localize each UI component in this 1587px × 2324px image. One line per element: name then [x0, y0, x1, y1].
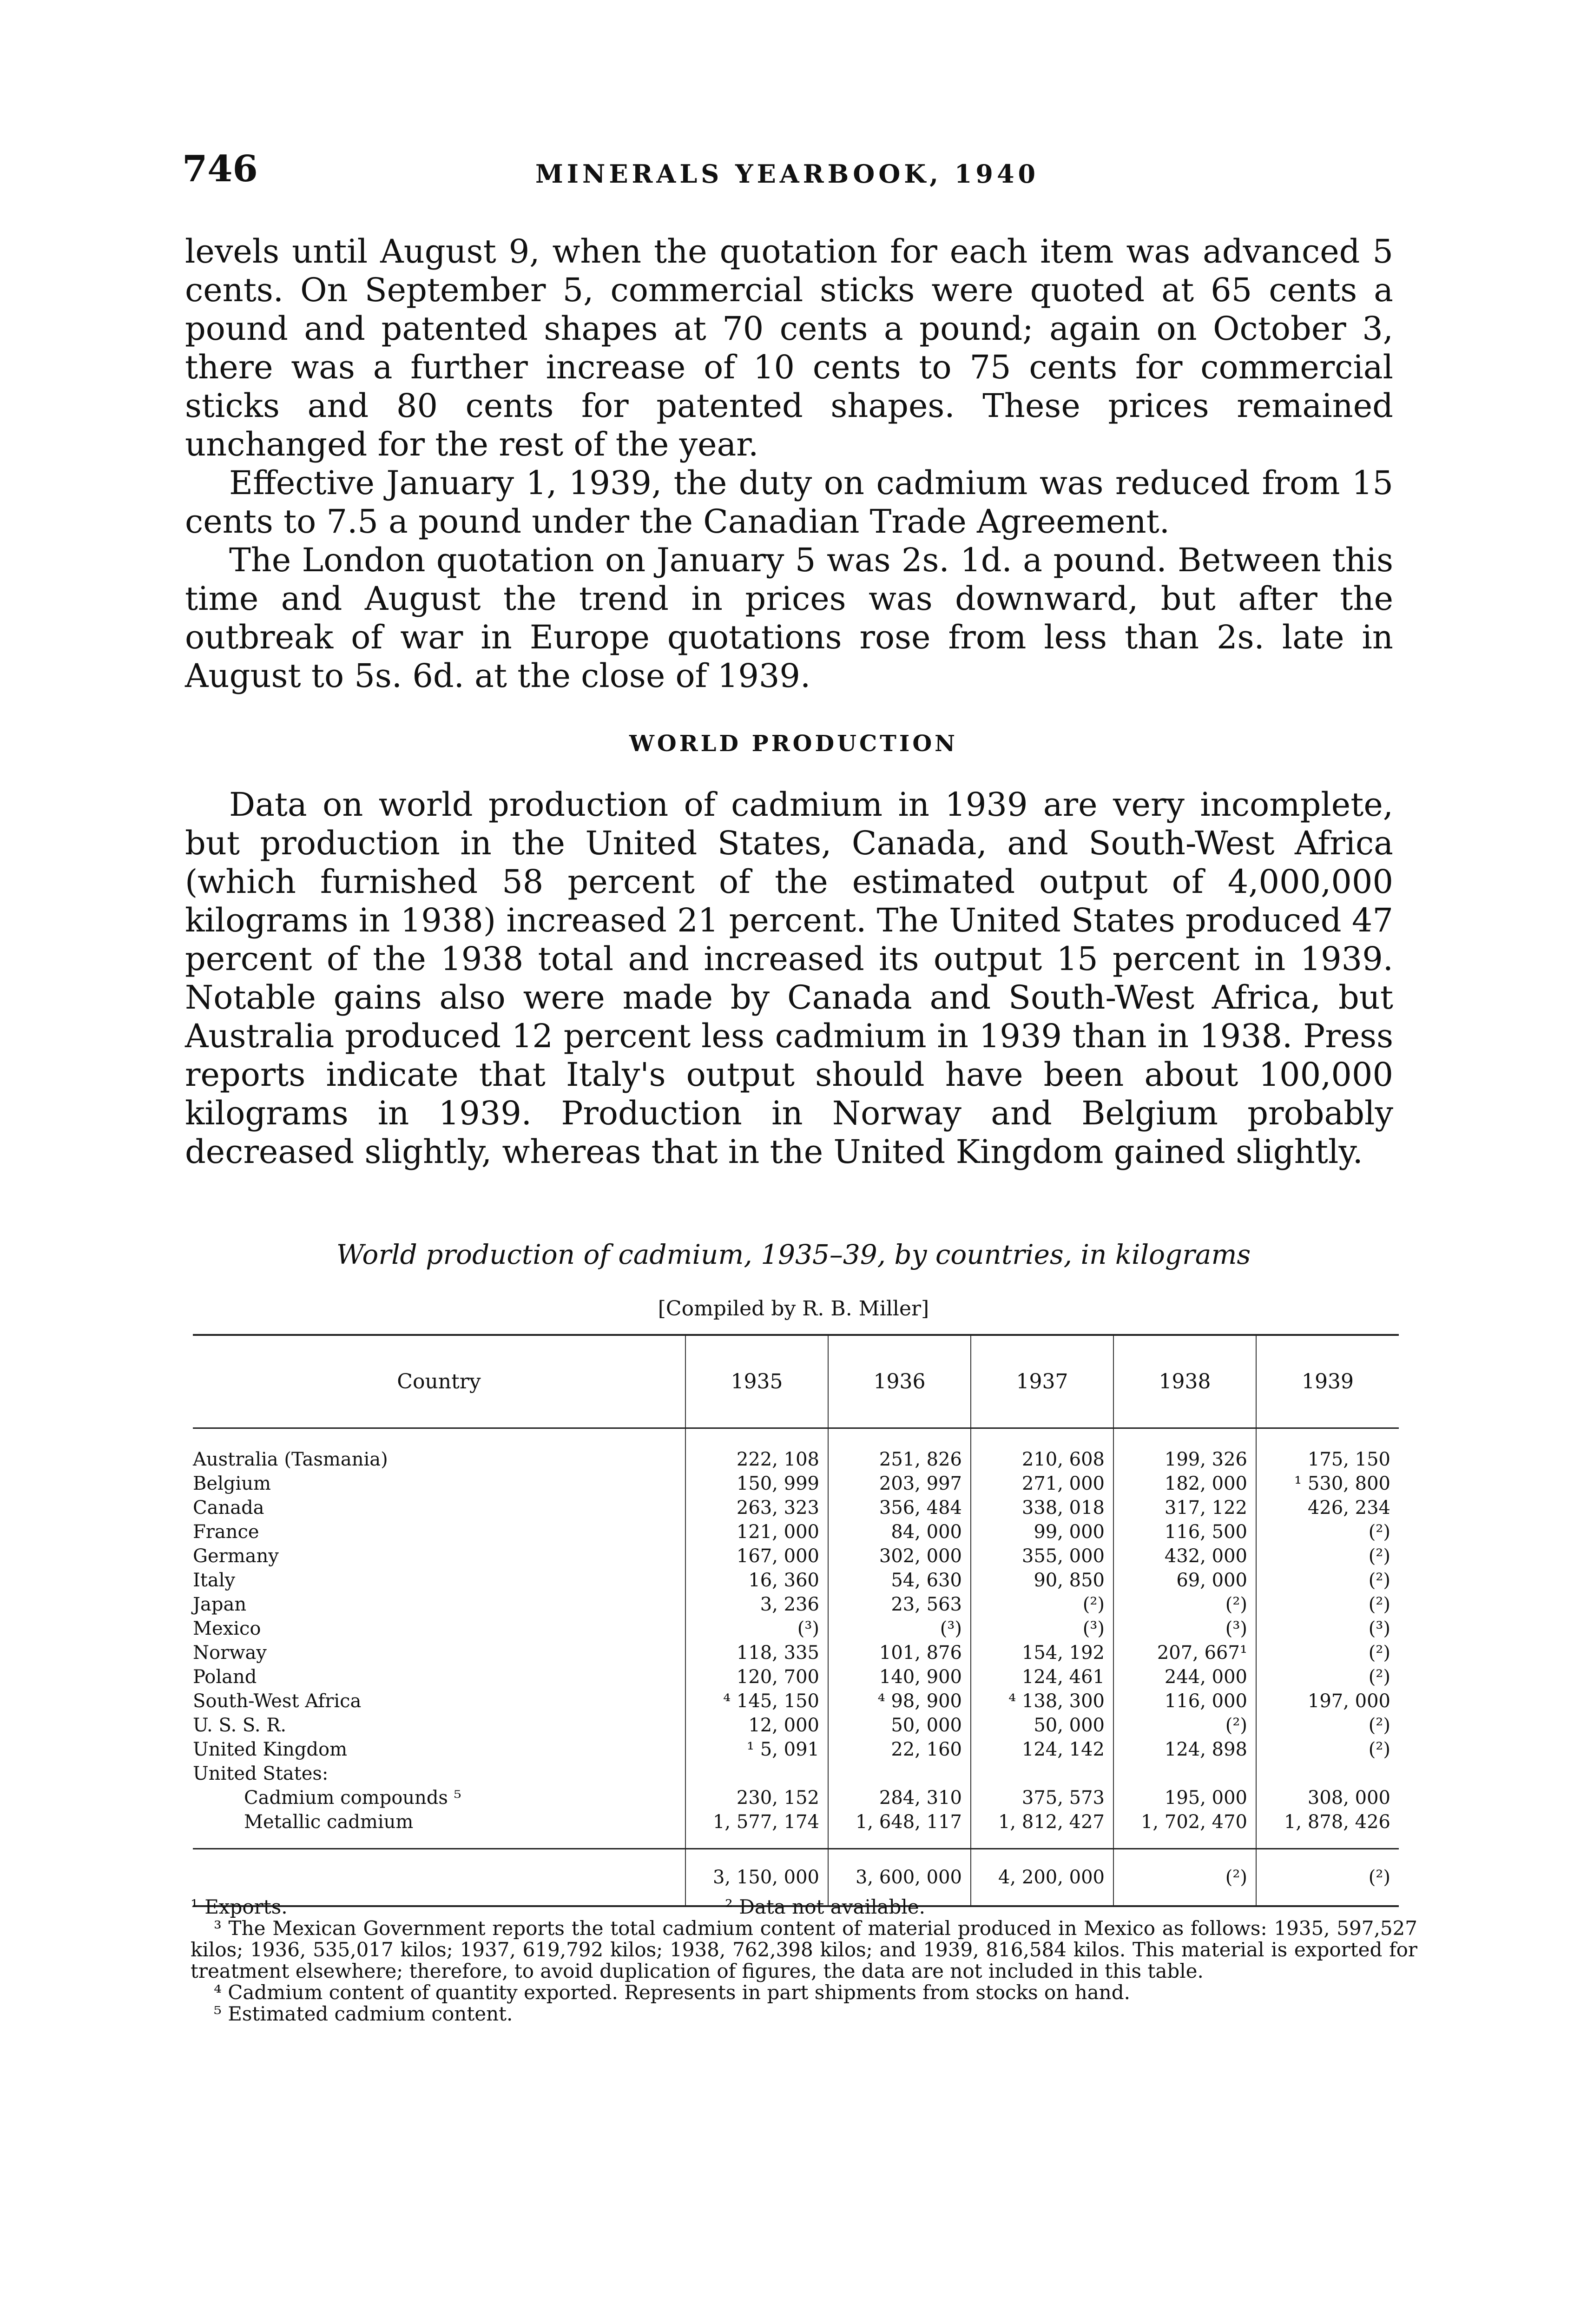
value-cell [685, 1762, 828, 1786]
value-cell: 1, 577, 174 [685, 1810, 828, 1849]
value-cell: 116, 000 [1113, 1689, 1256, 1713]
column-header: 1936 [828, 1335, 971, 1428]
footnote-1: ¹ Exports. [191, 1895, 288, 1918]
value-cell: 317, 122 [1113, 1496, 1256, 1520]
table-row [193, 1713, 1399, 1737]
country-cell: France [193, 1521, 259, 1543]
value-cell: (²) [1113, 1713, 1256, 1737]
country-cell: Mexico [193, 1618, 261, 1639]
world-production-text [185, 786, 1393, 1171]
paragraph-world: Data on world production of cadmium in 1939 are very incomplete, but production in the United States, Canada, and South-West Africa (which furnished 58 percent of the estimated output of 4,000,000 kilograms in 1938) increased 21 percent. The United States produced 47 percent of the 1938 total and increased its output 15 percent in 1939. Notable gains also were made by Canada and South-West Africa, but Australia produced 12 percent less cadmium in 1939 than in 1938. Press reports indicate that Italy's output should have been about 100,000 kilograms in 1939. Production in Norway and Belgium probably decreased slightly, whereas that in the United Kingdom gained slightly. [185, 786, 1393, 1171]
value-cell: (²) [1256, 1641, 1399, 1665]
total-cell: (²) [1256, 1849, 1399, 1907]
value-cell: 124, 898 [1113, 1737, 1256, 1762]
total-cell: (²) [1113, 1849, 1256, 1907]
value-cell: 302, 000 [828, 1544, 971, 1568]
value-cell: (²) [1256, 1665, 1399, 1689]
value-cell: (²) [971, 1592, 1113, 1617]
paragraph-london: The London quotation on January 5 was 2s. 1d. a pound. Between this time and August the trend in prices was downward, but after the outbreak of war in Europe quotations rose from less than 2s. late in August to 5s. 6d. at the close of 1939. [185, 541, 1393, 695]
value-cell: 375, 573 [971, 1786, 1113, 1810]
value-cell: 16, 360 [685, 1568, 828, 1592]
table-row [193, 1544, 1399, 1568]
table-row [193, 1810, 1399, 1849]
value-cell: 22, 160 [828, 1737, 971, 1762]
value-cell: 263, 323 [685, 1496, 828, 1520]
paragraph-duty: Effective January 1, 1939, the duty on cadmium was reduced from 15 cents to 7.5 a pound under the Canadian Trade Agreement. [185, 464, 1393, 541]
country-cell: U. S. S. R. [193, 1715, 287, 1736]
value-cell: (²) [1256, 1713, 1399, 1737]
value-cell: 356, 484 [828, 1496, 971, 1520]
value-cell: 175, 150 [1256, 1428, 1399, 1472]
value-cell: 23, 563 [828, 1592, 971, 1617]
footnote-5: ⁵ Estimated cadmium content. [214, 2002, 513, 2025]
column-header: 1938 [1113, 1335, 1256, 1428]
value-cell: ¹ 530, 800 [1256, 1472, 1399, 1496]
value-cell: (²) [1256, 1568, 1399, 1592]
value-cell: 121, 000 [685, 1520, 828, 1544]
footnotes [191, 1896, 1417, 2025]
value-cell: (²) [1256, 1544, 1399, 1568]
value-cell: 1, 812, 427 [971, 1810, 1113, 1849]
country-cell: United States: [193, 1763, 329, 1784]
value-cell: 12, 000 [685, 1713, 828, 1737]
country-cell: Metallic cadmium [244, 1811, 414, 1833]
table-row [193, 1428, 1399, 1472]
total-cell: 3, 150, 000 [685, 1849, 828, 1907]
value-cell: (³) [971, 1617, 1113, 1641]
value-cell: (²) [1256, 1520, 1399, 1544]
value-cell: 84, 000 [828, 1520, 971, 1544]
value-cell: 118, 335 [685, 1641, 828, 1665]
country-cell: South-West Africa [193, 1690, 362, 1712]
country-cell: United Kingdom [193, 1739, 347, 1760]
value-cell: 426, 234 [1256, 1496, 1399, 1520]
column-header: 1937 [971, 1335, 1113, 1428]
footnote-4: ⁴ Cadmium content of quantity exported. Represents in part shipments from stocks on hand. [214, 1981, 1130, 2004]
country-cell: Poland [193, 1666, 257, 1688]
value-cell: 207, 667¹ [1113, 1641, 1256, 1665]
value-cell: 101, 876 [828, 1641, 971, 1665]
value-cell: 154, 192 [971, 1641, 1113, 1665]
intro-text [185, 232, 1393, 695]
country-cell: Japan [193, 1594, 247, 1615]
value-cell: ¹ 5, 091 [685, 1737, 828, 1762]
table-row [193, 1617, 1399, 1641]
value-cell: 120, 700 [685, 1665, 828, 1689]
country-cell: Cadmium compounds ⁵ [244, 1787, 461, 1809]
value-cell: 124, 142 [971, 1737, 1113, 1762]
total-cell: 4, 200, 000 [971, 1849, 1113, 1907]
section-heading: WORLD PRODUCTION [629, 731, 958, 757]
value-cell: 116, 500 [1113, 1520, 1256, 1544]
value-cell: (³) [828, 1617, 971, 1641]
value-cell: 210, 608 [971, 1428, 1113, 1472]
value-cell [828, 1762, 971, 1786]
country-cell: Italy [193, 1570, 236, 1591]
value-cell: 182, 000 [1113, 1472, 1256, 1496]
table-compiled-note: [Compiled by R. B. Miller] [658, 1297, 929, 1320]
value-cell: 203, 997 [828, 1472, 971, 1496]
value-cell: 355, 000 [971, 1544, 1113, 1568]
value-cell: (²) [1256, 1737, 1399, 1762]
value-cell: 140, 900 [828, 1665, 971, 1689]
value-cell: 284, 310 [828, 1786, 971, 1810]
table-row [193, 1520, 1399, 1544]
value-cell: 432, 000 [1113, 1544, 1256, 1568]
column-header: 1935 [685, 1335, 828, 1428]
value-cell: 244, 000 [1113, 1665, 1256, 1689]
page-number: 746 [182, 148, 258, 190]
value-cell: 3, 236 [685, 1592, 828, 1617]
value-cell: 90, 850 [971, 1568, 1113, 1592]
table-row [193, 1641, 1399, 1665]
footnote-2: ² Data not available. [725, 1895, 925, 1918]
column-header: 1939 [1256, 1335, 1399, 1428]
value-cell [971, 1762, 1113, 1786]
table-row [193, 1568, 1399, 1592]
value-cell: 199, 326 [1113, 1428, 1256, 1472]
value-cell: ⁴ 98, 900 [828, 1689, 971, 1713]
paragraph-prices: levels until August 9, when the quotation for each item was advanced 5 cents. On September 5, commercial sticks were quoted at 65 cents a pound and patented shapes at 70 cents a pound; again on October 3, there was a further increase of 10 cents to 75 cents for commercial sticks and 80 cents for patented shapes. These prices remained unchanged for the rest of the year. [185, 232, 1393, 463]
table-title: World production of cadmium, 1935–39, by countries, in kilograms [336, 1239, 1251, 1270]
value-cell: (³) [1256, 1617, 1399, 1641]
table-row [193, 1592, 1399, 1617]
value-cell [1113, 1762, 1256, 1786]
total-cell: 3, 600, 000 [828, 1849, 971, 1907]
page-header [182, 148, 1400, 199]
value-cell: 222, 108 [685, 1428, 828, 1472]
value-cell: 338, 018 [971, 1496, 1113, 1520]
value-cell: 69, 000 [1113, 1568, 1256, 1592]
table-row [193, 1689, 1399, 1713]
value-cell: (²) [1113, 1592, 1256, 1617]
value-cell: (²) [1256, 1592, 1399, 1617]
value-cell: 195, 000 [1113, 1786, 1256, 1810]
country-cell: Canada [193, 1497, 264, 1519]
value-cell: 1, 878, 426 [1256, 1810, 1399, 1849]
value-cell: 1, 702, 470 [1113, 1810, 1256, 1849]
value-cell: 251, 826 [828, 1428, 971, 1472]
value-cell: 271, 000 [971, 1472, 1113, 1496]
value-cell: 197, 000 [1256, 1689, 1399, 1713]
value-cell: ⁴ 138, 300 [971, 1689, 1113, 1713]
value-cell [1256, 1762, 1399, 1786]
table-row [193, 1665, 1399, 1689]
value-cell: 99, 000 [971, 1520, 1113, 1544]
value-cell: ⁴ 145, 150 [685, 1689, 828, 1713]
value-cell: 230, 152 [685, 1786, 828, 1810]
value-cell: 50, 000 [828, 1713, 971, 1737]
column-header: Country [193, 1335, 685, 1428]
value-cell: (³) [1113, 1617, 1256, 1641]
table-header-row [193, 1335, 1399, 1428]
table-row [193, 1737, 1399, 1762]
table-row [193, 1496, 1399, 1520]
production-table [193, 1334, 1399, 1907]
country-cell: Norway [193, 1642, 267, 1664]
footnote-3: ³ The Mexican Government reports the total cadmium content of material produced in Mexico as follows: 1935, 597,527 kilos; 1936, 535,017 kilos; 1937, 619,792 kilos; 1938, 762,398 kilos; and 1939, 816,584 kilos. This material is exported for treatment elsewhere; therefore, to avoid duplication of figures, the data are not included in this table. [191, 1917, 1417, 1982]
table-row [193, 1762, 1399, 1786]
running-title: MINERALS YEARBOOK, 1940 [535, 159, 1040, 189]
value-cell: 50, 000 [971, 1713, 1113, 1737]
country-cell: Australia (Tasmania) [193, 1449, 388, 1470]
country-cell: Germany [193, 1545, 279, 1567]
value-cell: 150, 999 [685, 1472, 828, 1496]
table-row [193, 1786, 1399, 1810]
value-cell: 1, 648, 117 [828, 1810, 971, 1849]
value-cell: 124, 461 [971, 1665, 1113, 1689]
value-cell: 167, 000 [685, 1544, 828, 1568]
value-cell: (³) [685, 1617, 828, 1641]
value-cell: 308, 000 [1256, 1786, 1399, 1810]
country-cell: Belgium [193, 1473, 271, 1494]
value-cell: 54, 630 [828, 1568, 971, 1592]
table-row [193, 1472, 1399, 1496]
